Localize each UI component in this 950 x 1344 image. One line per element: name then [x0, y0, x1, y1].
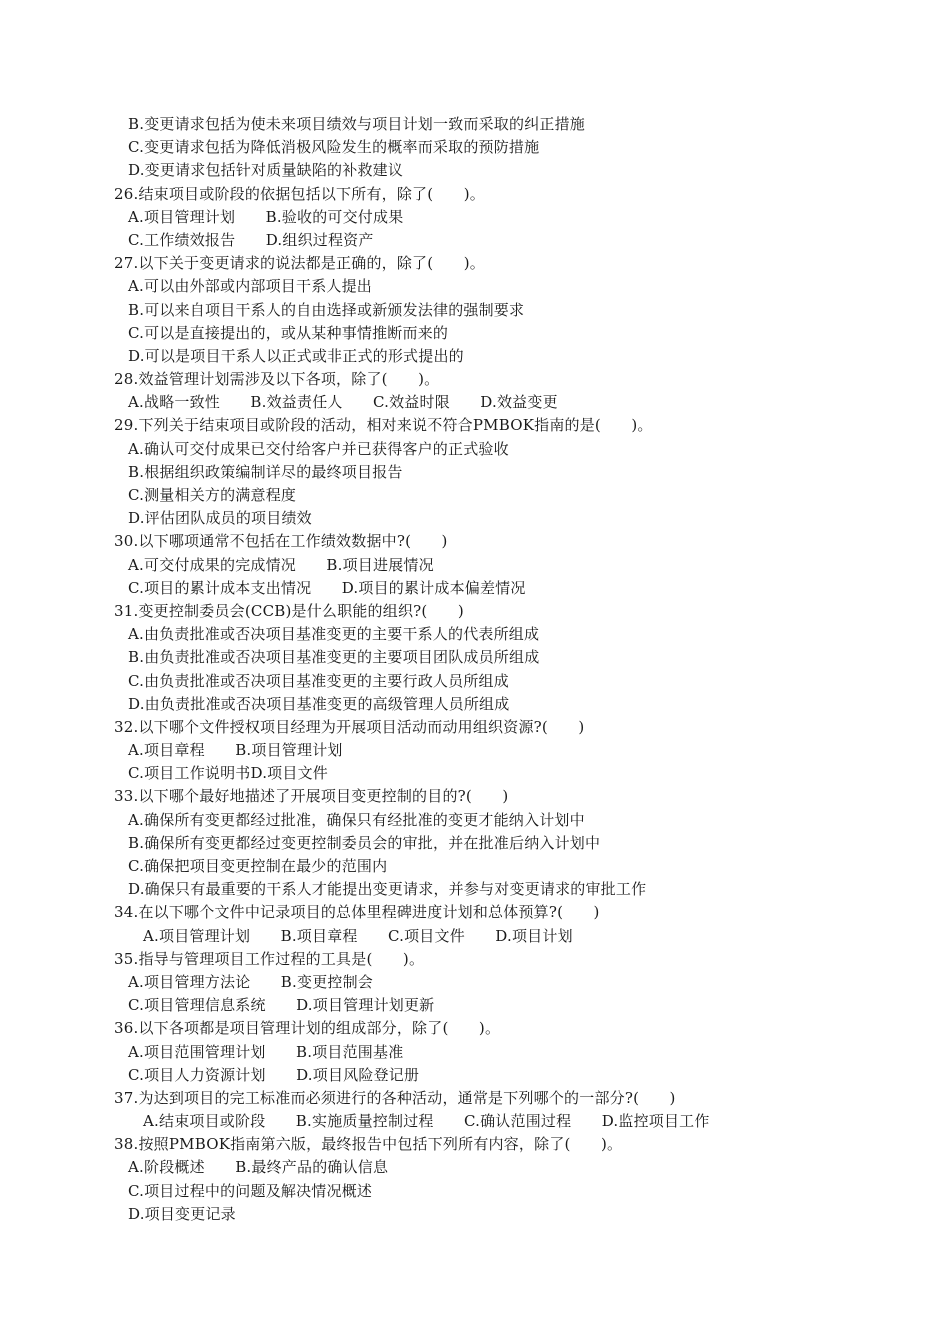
option-line: A.由负责批准或否决项目基准变更的主要干系人的代表所组成 [128, 625, 540, 644]
option-line: B.确保所有变更都经过变更控制委员会的审批，并在批准后纳入计划中 [128, 833, 601, 852]
question-line: 37.为达到项目的完工标准而必须进行的各种活动，通常是下列哪个的一部分?( ) [114, 1088, 676, 1107]
option-line: A.战略一致性 B.效益责任人 C.效益时限 D.效益变更 [128, 393, 558, 412]
option-line: A.可交付成果的完成情况 B.项目进展情况 [128, 555, 434, 574]
option-line: C.工作绩效报告 D.组织过程资产 [128, 230, 374, 249]
question-line: 33.以下哪个最好地描述了开展项目变更控制的目的?( ) [114, 787, 509, 806]
option-line: C.由负责批准或否决项目基准变更的主要行政人员所组成 [128, 671, 509, 690]
option-line: A.阶段概述 B.最终产品的确认信息 [128, 1158, 389, 1177]
option-line: D.变更请求包括针对质量缺陷的补救建议 [128, 161, 404, 180]
option-line: A.项目章程 B.项目管理计划 [128, 741, 343, 760]
question-line: 34.在以下哪个文件中记录项目的总体里程碑进度计划和总体预算?( ) [114, 903, 600, 922]
option-line: B.根据组织政策编制详尽的最终项目报告 [128, 462, 403, 481]
option-line: C.测量相关方的满意程度 [128, 486, 297, 504]
option-line: D.评估团队成员的项目绩效 [128, 509, 312, 528]
option-line: B.可以来自项目干系人的自由选择或新颁发法律的强制要求 [128, 300, 525, 319]
option-line: C.项目工作说明书D.项目文件 [128, 764, 328, 783]
question-line: 31.变更控制委员会(CCB)是什么职能的组织?( ) [114, 601, 464, 620]
option-line: D.项目变更记录 [128, 1204, 236, 1223]
option-line: A.项目管理计划 B.验收的可交付成果 [128, 207, 404, 226]
option-line: C.项目过程中的问题及解决情况概述 [128, 1181, 373, 1200]
question-line: 28.效益管理计划需涉及以下各项，除了( )。 [114, 370, 440, 389]
option-line: B.变更请求包括为使未来项目绩效与项目计划一致而采取的纠正措施 [128, 115, 585, 133]
question-line: 38.按照PMBOK指南第六版，最终报告中包括下列所有内容，除了( )。 [114, 1135, 623, 1154]
document-page [0, 113, 950, 1226]
option-line: C.确保把项目变更控制在最少的范围内 [128, 857, 388, 875]
option-line: C.可以是直接提出的，或从某种事情推断而来的 [128, 323, 449, 342]
question-line: 35.指导与管理项目工作过程的工具是( )。 [114, 949, 425, 968]
option-line: B.由负责批准或否决项目基准变更的主要项目团队成员所组成 [128, 648, 540, 667]
question-line: 30.以下哪项通常不包括在工作绩效数据中?( ) [114, 532, 448, 551]
option-line: A.项目范围管理计划 B.项目范围基准 [128, 1042, 404, 1061]
option-line: A.项目管理计划 B.项目章程 C.项目文件 D.项目计划 [143, 926, 573, 945]
option-line: D.由负责批准或否决项目基准变更的高级管理人员所组成 [128, 694, 510, 713]
option-line: C.项目管理信息系统 D.项目管理计划更新 [128, 996, 435, 1015]
option-line: A.确保所有变更都经过批准，确保只有经批准的变更才能纳入计划中 [128, 810, 585, 829]
option-line: A.结束项目或阶段 B.实施质量控制过程 C.确认范围过程 D.监控项目工作 [143, 1112, 710, 1131]
option-line: A.项目管理方法论 B.变更控制会 [128, 972, 373, 991]
option-line: D.确保只有最重要的干系人才能提出变更请求，并参与对变更请求的审批工作 [128, 880, 647, 899]
question-line: 32.以下哪个文件授权项目经理为开展项目活动而动用组织资源?( ) [114, 717, 585, 736]
option-line: D.可以是项目干系人以正式或非正式的形式提出的 [128, 346, 464, 365]
option-line: A.可以由外部或内部项目干系人提出 [128, 277, 373, 296]
option-line: A.确认可交付成果已交付给客户并已获得客户的正式验收 [128, 439, 509, 458]
option-line: C.变更请求包括为降低消极风险发生的概率而采取的预防措施 [128, 138, 540, 157]
option-line: C.项目人力资源计划 D.项目风险登记册 [128, 1065, 420, 1084]
question-line: 27.以下关于变更请求的说法都是正确的，除了( )。 [114, 254, 485, 273]
question-line: 26.结束项目或阶段的依据包括以下所有，除了( )。 [114, 184, 485, 203]
option-line: C.项目的累计成本支出情况 D.项目的累计成本偏差情况 [128, 578, 526, 597]
question-line: 36.以下各项都是项目管理计划的组成部分，除了( )。 [114, 1019, 501, 1038]
question-line: 29.下列关于结束项目或阶段的活动，相对来说不符合PMBOK指南的是( )。 [114, 416, 653, 435]
